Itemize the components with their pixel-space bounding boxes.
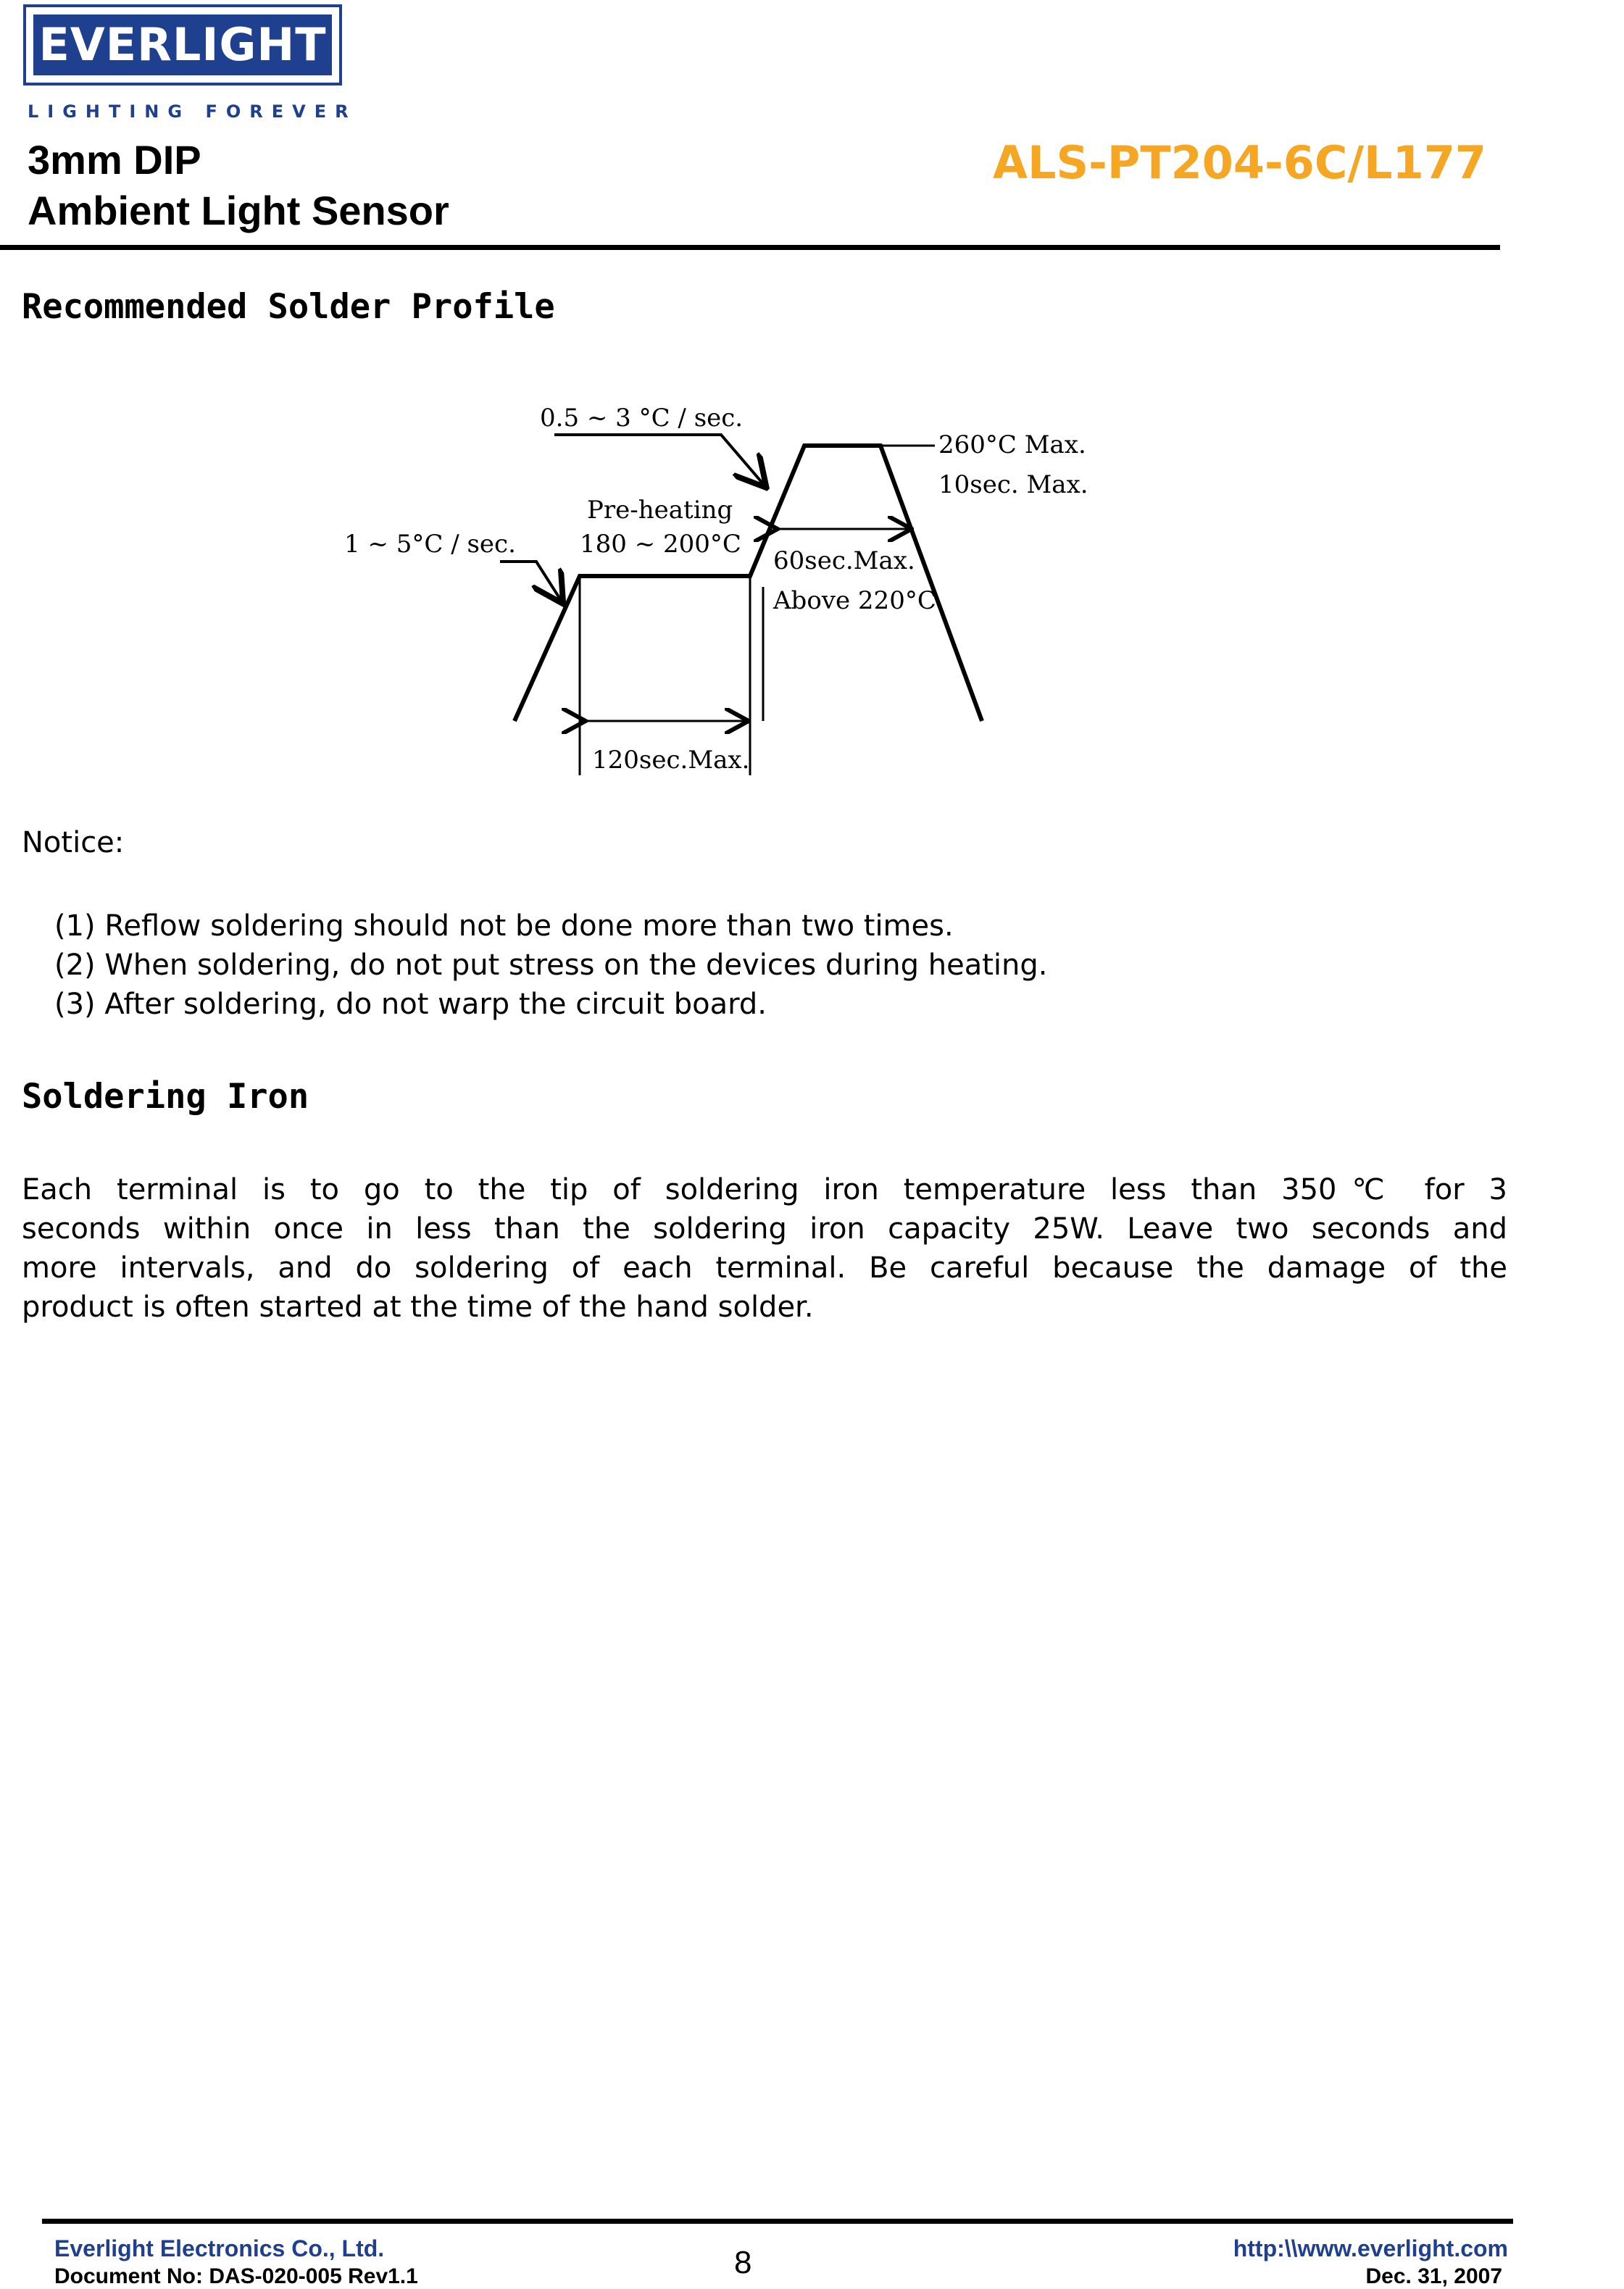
label-preheat-range: 180 ~ 200°C [580,530,741,559]
soldering-iron-paragraph [22,1170,1507,1327]
product-name: Ambient Light Sensor [28,188,449,233]
page-number: 8 [734,2245,752,2280]
paragraph-line: more intervals, and do soldering of each terminal. Be careful because the damage of the [22,1251,1507,1285]
logo-wordmark: EVERLIGHT [33,14,332,75]
notice-item: (3) After soldering, do not warp the circuit board. [54,988,767,1021]
ramp-up-arrow [500,562,562,601]
company-logo [23,4,342,86]
product-type: 3mm DIP [28,137,201,183]
notice-item: (2) When soldering, do not put stress on the devices during heating. [54,948,1048,982]
paragraph-line: Each terminal is to go to the tip of soldering iron temperature less than 350℃ for 3 [22,1173,1507,1206]
logo-tagline: LIGHTING FOREVER [28,101,357,122]
footer-divider [42,2219,1513,2224]
notice-title: Notice: [22,826,125,859]
header-divider [0,245,1500,250]
label-preheat-title: Pre-heating [587,496,733,525]
label-preheat-time: 120sec.Max. [592,746,750,775]
solder-profile-diagram [330,391,1134,783]
paragraph-line: seconds within once in less than the soldering iron capacity 25W. Leave two seconds and [22,1212,1507,1246]
profile-curve [515,446,982,721]
footer-url[interactable]: http:\\www.everlight.com [1233,2235,1508,2261]
label-ramp-peak: 0.5 ~ 3 °C / sec. [540,404,744,433]
paragraph-line: product is often started at the time of the hand solder. [22,1291,814,1324]
soldering-iron-heading: Soldering Iron [22,1077,309,1117]
footer-document-number: Document No: DAS-020-005 Rev1.1 [54,2264,418,2288]
part-number: ALS-PT204-6C/L177 [993,136,1486,189]
notice-item: (1) Reflow soldering should not be done more than two times. [54,909,954,943]
label-peak-time: 10sec. Max. [938,470,1088,499]
label-above-time: 60sec.Max. [773,546,915,575]
footer-date: Dec. 31, 2007 [1365,2264,1502,2288]
label-above-temp: Above 220°C [773,586,936,615]
footer-company: Everlight Electronics Co., Ltd. [54,2235,385,2261]
solder-profile-heading: Recommended Solder Profile [22,287,555,327]
ramp-peak-arrow [554,435,765,485]
label-peak: 260°C Max. [938,430,1086,459]
label-ramp-up: 1 ~ 5°C / sec. [344,530,516,559]
